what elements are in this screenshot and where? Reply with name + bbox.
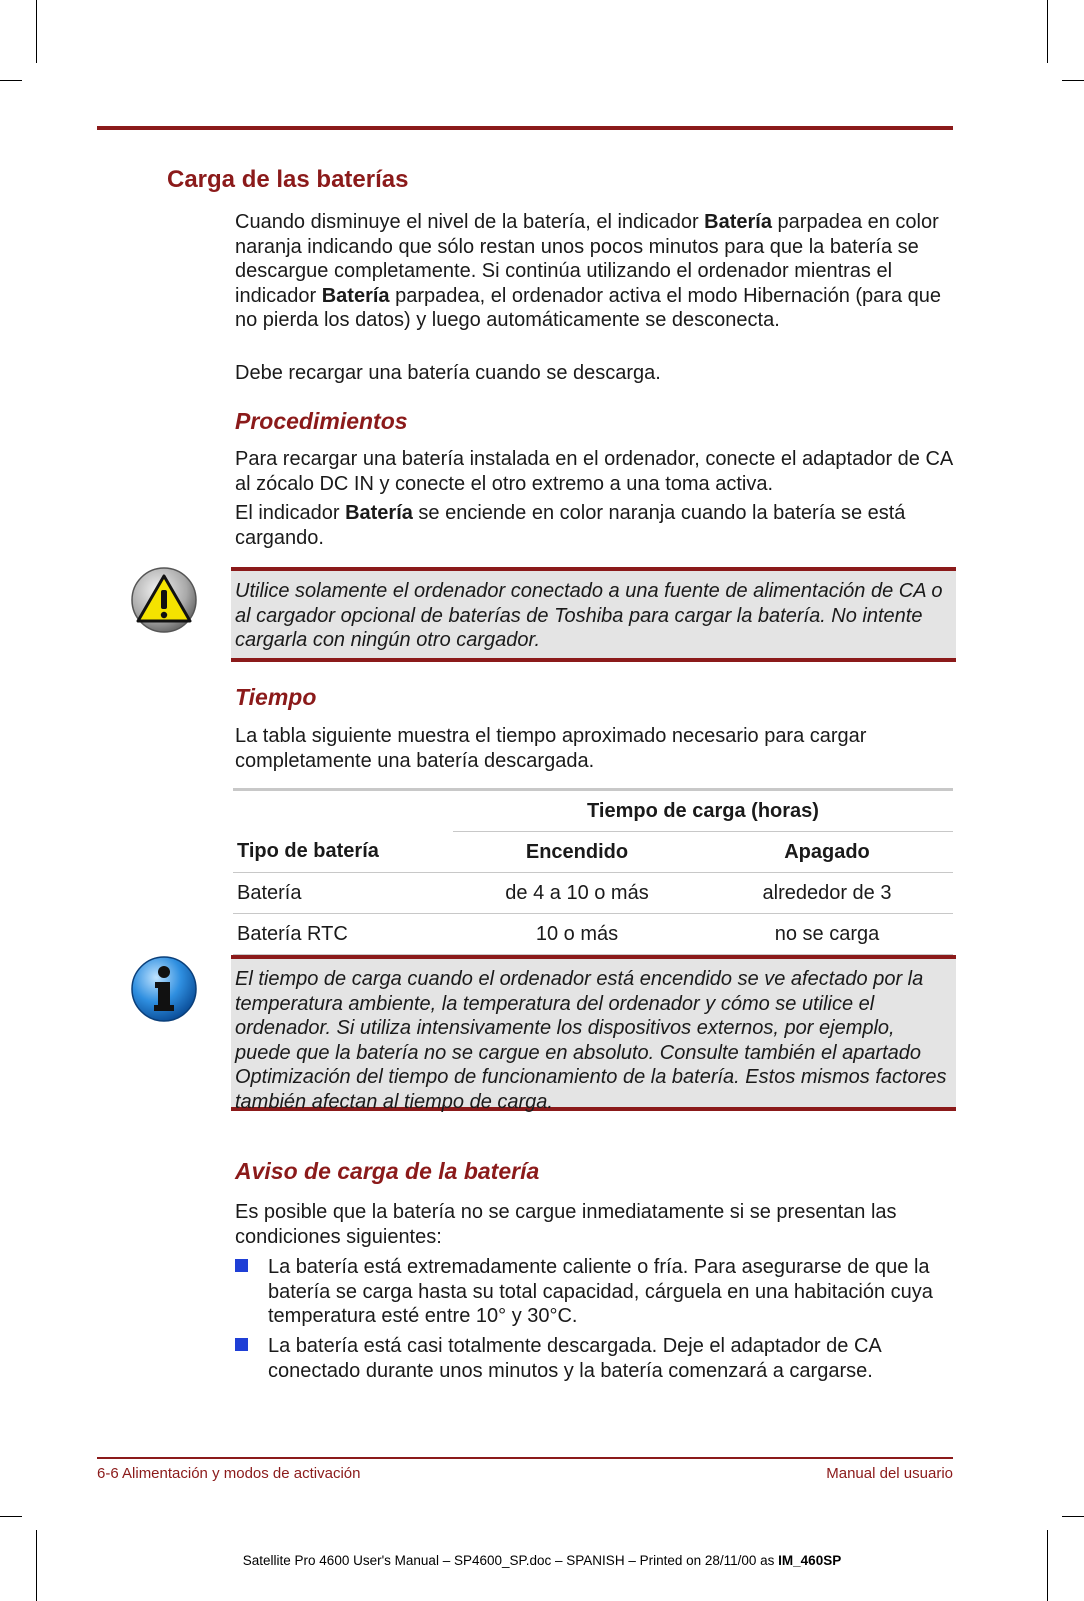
- charge-time-table: [233, 788, 953, 955]
- crop-mark: [1062, 1516, 1084, 1517]
- table-group-header: Tiempo de carga (horas): [453, 790, 953, 832]
- crop-mark: [1062, 80, 1084, 81]
- crop-mark: [1047, 0, 1048, 63]
- list-item-text: La batería está extremadamente caliente o fría. Para asegurarse de que la batería se carga hasta su total capacidad, cárguela en una habitación cuya temperatura esté entre 10° y 30°C.: [268, 1256, 933, 1327]
- info-icon: [130, 955, 198, 1023]
- subheading-aviso: Aviso de carga de la batería: [235, 1158, 540, 1184]
- table-cell: Batería RTC: [233, 914, 453, 955]
- list-item: [235, 1334, 955, 1383]
- list-item-text: La batería está casi totalmente descargada. Deje el adaptador de CA conectado durante unos minutos y la batería comenzará a cargarse.: [268, 1335, 881, 1382]
- table-cell: de 4 a 10 o más: [453, 873, 701, 914]
- text-run: se enciende en color naranja cuando la batería se está cargando.: [235, 502, 906, 549]
- list-item: [235, 1255, 955, 1329]
- tiempo-paragraph: La tabla siguiente muestra el tiempo aproximado necesario para cargar completamente una batería descargada.: [235, 725, 867, 772]
- aviso-paragraph: Es posible que la batería no se cargue inmediatamente si se presentan las condiciones siguientes:: [235, 1201, 897, 1248]
- footer-rule: [97, 1457, 953, 1459]
- table-cell: no se carga: [701, 914, 953, 955]
- recharge-paragraph: Debe recargar una batería cuando se descarga.: [235, 362, 661, 384]
- footer-left: 6-6 Alimentación y modos de activación: [97, 1465, 361, 1482]
- subheading-procedimientos: Procedimientos: [235, 408, 408, 434]
- table-header-on: Encendido: [453, 832, 701, 873]
- crop-mark: [0, 1516, 22, 1517]
- text-run: Satellite Pro 4600 User's Manual – SP4600_SP.doc – SPANISH – Printed on 28/11/00 as: [242, 1553, 779, 1568]
- text-run: parpadea, el ordenador activa el modo Hibernación (para que no pierda los datos) y luego automáticamente se desconecta.: [235, 284, 941, 331]
- table-cell: alrededor de 3: [701, 873, 953, 914]
- subheading-tiempo: Tiempo: [235, 684, 317, 710]
- crop-mark: [36, 0, 37, 63]
- table-cell: 10 o más: [453, 914, 701, 955]
- section-heading: Carga de las baterías: [167, 166, 409, 193]
- text-run: parpadea en color naranja indicando que sólo restan unos pocos minutos para que la batería se descargue completamente. Si continúa utilizando el ordenador mientras el indicador: [235, 211, 939, 307]
- table-header-off: Apagado: [701, 832, 953, 873]
- text-run: El indicador: [235, 502, 346, 524]
- bullet-square-icon: [235, 1338, 248, 1351]
- warning-callout: [231, 567, 956, 662]
- table-cell: Batería: [233, 873, 453, 914]
- intro-paragraph: [235, 210, 955, 333]
- bold-term: IM_460SP: [778, 1553, 842, 1568]
- print-info: [0, 1553, 1084, 1568]
- table-row: [233, 873, 953, 914]
- table-row: [233, 914, 953, 955]
- header-rule: [97, 126, 953, 130]
- bold-term: Batería: [321, 284, 390, 307]
- table-group-header-row: [233, 790, 953, 832]
- bullet-square-icon: [235, 1259, 248, 1272]
- crop-mark: [0, 80, 22, 81]
- warning-triangle-icon: [130, 566, 198, 634]
- bold-term: Batería: [345, 502, 413, 524]
- table-header-row: [233, 832, 953, 873]
- table-header-type: Tipo de batería: [237, 840, 379, 863]
- table-cell: [233, 790, 453, 832]
- indicator-paragraph: [235, 501, 955, 550]
- footer-right: Manual del usuario: [826, 1465, 953, 1482]
- procedure-paragraph: Para recargar una batería instalada en el ordenador, conecte el adaptador de CA al zócalo DC IN y conecte el otro extremo a una toma activa.: [235, 448, 953, 495]
- text-run: Cuando disminuye el nivel de la batería, el indicador: [235, 211, 705, 233]
- warning-text: Utilice solamente el ordenador conectado a una fuente de alimentación de CA o al cargador opcional de baterías de Toshiba para cargar la batería. No intente cargarla con ningún otro cargador.: [235, 580, 943, 651]
- info-callout: [231, 955, 956, 1111]
- info-text: El tiempo de carga cuando el ordenador está encendido se ve afectado por la temperatura ambiente, la temperatura del ordenador y cómo se utilice el ordenador. Si utiliza intensivamente los dispositivos externos, por ejemplo, puede que la batería no se cargue en absoluto. Consulte también el apartado Optimización del tiempo de funcionamiento de la batería. Estos mismos factores también afectan al tiempo de carga.: [235, 968, 947, 1113]
- bold-term: Batería: [704, 211, 772, 233]
